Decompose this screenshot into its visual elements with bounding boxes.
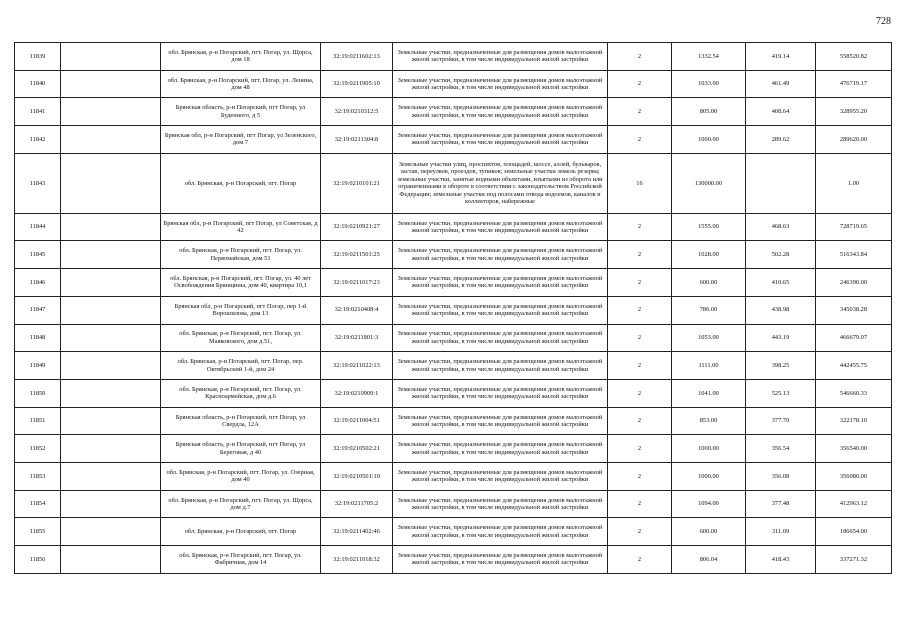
category-code-cell: 2 [608, 352, 672, 380]
table-row [15, 435, 892, 463]
cadastral-number-cell: 32:19:0211602:13 [321, 43, 393, 71]
cadastral-number-cell: 32:19:0211705:2 [321, 490, 393, 518]
cadastral-number-cell: 32:19:0211004:51 [321, 407, 393, 435]
cadastral-number-cell: 32:19:0211017:23 [321, 269, 393, 297]
cadastral-value-cell: 322178.10 [816, 407, 892, 435]
address-cell: обл. Брянская, р-н Погарский, пгт. Погар, пер. Октябрьский 1-й, дом 24 [161, 352, 321, 380]
address-cell: обл. Брянская, р-н Погарский, пгт. Погар, ул. Щорса, дом д.7 [161, 490, 321, 518]
empty-cell [61, 241, 161, 269]
specific-value-cell: 356.54 [746, 435, 816, 463]
address-cell: Брянская область, р-н Погарский, пгт Погар, ул Свердла, 12А [161, 407, 321, 435]
category-code-cell: 2 [608, 546, 672, 574]
category-code-cell: 2 [608, 407, 672, 435]
specific-value-cell: 461.49 [746, 70, 816, 98]
table-row [15, 407, 892, 435]
category-code-cell: 2 [608, 379, 672, 407]
cadastral-number-cell: 32:19:0211402:46 [321, 518, 393, 546]
table-row [15, 462, 892, 490]
row-number-cell: 11847 [15, 296, 61, 324]
area-cell: 1041.00 [672, 379, 746, 407]
row-number-cell: 11840 [15, 70, 61, 98]
specific-value-cell [746, 153, 816, 213]
area-cell: 1332.54 [672, 43, 746, 71]
row-number-cell: 11856 [15, 546, 61, 574]
address-cell: обл. Брянская, р-н Погарский, пгт. Погар [161, 518, 321, 546]
cadastral-value-cell: 356540.00 [816, 435, 892, 463]
specific-value-cell: 408.64 [746, 98, 816, 126]
specific-value-cell: 418.43 [746, 546, 816, 574]
empty-cell [61, 126, 161, 154]
land-use-cell: Земельные участки, предназначенные для размещения домов малоэтажной жилой застройки, в том числе индивидуальной жилой застройки [393, 379, 608, 407]
area-cell: 1053.00 [672, 324, 746, 352]
address-cell: обл. Брянская, р-н Погарский, пгт. Погар, ул. Маяковского, дом д.51, [161, 324, 321, 352]
area-cell: 805.00 [672, 98, 746, 126]
specific-value-cell: 377.48 [746, 490, 816, 518]
land-use-cell: Земельные участки, предназначенные для размещения домов малоэтажной жилой застройки, в том числе индивидуальной жилой застройки [393, 435, 608, 463]
row-number-cell: 11841 [15, 98, 61, 126]
category-code-cell: 2 [608, 296, 672, 324]
table-row [15, 241, 892, 269]
category-code-cell: 2 [608, 518, 672, 546]
page-number: 728 [876, 16, 891, 27]
area-cell: 600.00 [672, 269, 746, 297]
cadastral-number-cell: 32:19:0210502:21 [321, 435, 393, 463]
land-registry-table [14, 42, 892, 574]
specific-value-cell: 419.14 [746, 43, 816, 71]
cadastral-value-cell: 412963.12 [816, 490, 892, 518]
category-code-cell: 2 [608, 70, 672, 98]
specific-value-cell: 289.62 [746, 126, 816, 154]
table-row [15, 324, 892, 352]
cadastral-number-cell: 32:19:0210501:10 [321, 462, 393, 490]
address-cell: обл. Брянская, р-н Погарский, пгт. Погар, ул. Фабричная, дом 14 [161, 546, 321, 574]
specific-value-cell: 356.08 [746, 462, 816, 490]
table-row [15, 352, 892, 380]
specific-value-cell: 443.19 [746, 324, 816, 352]
row-number-cell: 11849 [15, 352, 61, 380]
land-use-cell: Земельные участки, предназначенные для размещения домов малоэтажной жилой застройки, в том числе индивидуальной жилой застройки [393, 490, 608, 518]
empty-cell [61, 490, 161, 518]
specific-value-cell: 311.09 [746, 518, 816, 546]
empty-cell [61, 546, 161, 574]
cadastral-number-cell: 32:19:0211022:13 [321, 352, 393, 380]
cadastral-value-cell: 246390.00 [816, 269, 892, 297]
land-use-cell: Земельные участки, предназначенные для размещения домов малоэтажной жилой застройки, в том числе индивидуальной жилой застройки [393, 324, 608, 352]
empty-cell [61, 296, 161, 324]
category-code-cell: 2 [608, 324, 672, 352]
category-code-cell: 2 [608, 43, 672, 71]
specific-value-cell: 468.63 [746, 213, 816, 241]
cadastral-value-cell: 337271.32 [816, 546, 892, 574]
area-cell: 806.04 [672, 546, 746, 574]
empty-cell [61, 518, 161, 546]
cadastral-value-cell: 356080.00 [816, 462, 892, 490]
area-cell: 853.00 [672, 407, 746, 435]
area-cell: 1033.00 [672, 70, 746, 98]
cadastral-value-cell: 442455.75 [816, 352, 892, 380]
row-number-cell: 11853 [15, 462, 61, 490]
area-cell: 1111.00 [672, 352, 746, 380]
table-row [15, 518, 892, 546]
empty-cell [61, 379, 161, 407]
cadastral-value-cell: 476719.17 [816, 70, 892, 98]
category-code-cell: 2 [608, 213, 672, 241]
cadastral-number-cell: 32:19:0210101:21 [321, 153, 393, 213]
cadastral-number-cell: 32:19:0210312:5 [321, 98, 393, 126]
empty-cell [61, 98, 161, 126]
table-row [15, 490, 892, 518]
land-use-cell: Земельные участки, предназначенные для размещения домов малоэтажной жилой застройки, в том числе индивидуальной жилой застройки [393, 518, 608, 546]
specific-value-cell: 398.25 [746, 352, 816, 380]
empty-cell [61, 407, 161, 435]
cadastral-value-cell: 546660.33 [816, 379, 892, 407]
row-number-cell: 11854 [15, 490, 61, 518]
cadastral-value-cell: 728719.65 [816, 213, 892, 241]
table-row [15, 43, 892, 71]
area-cell: 786.00 [672, 296, 746, 324]
land-use-cell: Земельные участки, предназначенные для размещения домов малоэтажной жилой застройки, в том числе индивидуальной жилой застройки [393, 213, 608, 241]
address-cell: обл. Брянская, р-н Погарский, пгт. Погар, ул. 40 лет Освобождения Брянщины, дом 40, квартира 10,1 [161, 269, 321, 297]
address-cell: обл. Брянская, р-н Погарский, пгт. Погар, ул. Щорса, дом 18 [161, 43, 321, 71]
row-number-cell: 11839 [15, 43, 61, 71]
cadastral-number-cell: 32:19:0210921:27 [321, 213, 393, 241]
area-cell: 600.00 [672, 518, 746, 546]
category-code-cell: 2 [608, 241, 672, 269]
row-number-cell: 11845 [15, 241, 61, 269]
table-row [15, 70, 892, 98]
land-use-cell: Земельные участки, предназначенные для размещения домов малоэтажной жилой застройки, в том числе индивидуальной жилой застройки [393, 269, 608, 297]
empty-cell [61, 269, 161, 297]
address-cell: обл. Брянская, р-н Погарский, пгт. Погар [161, 153, 321, 213]
cadastral-number-cell: 32:19:0211801:3 [321, 324, 393, 352]
land-use-cell: Земельные участки, предназначенные для размещения домов малоэтажной жилой застройки, в том числе индивидуальной жилой застройки [393, 70, 608, 98]
row-number-cell: 11852 [15, 435, 61, 463]
table-row [15, 546, 892, 574]
area-cell: 1000.00 [672, 126, 746, 154]
empty-cell [61, 153, 161, 213]
area-cell: 1555.00 [672, 213, 746, 241]
empty-cell [61, 43, 161, 71]
specific-value-cell: 410.65 [746, 269, 816, 297]
land-use-cell: Земельные участки, предназначенные для размещения домов малоэтажной жилой застройки, в том числе индивидуальной жилой застройки [393, 241, 608, 269]
specific-value-cell: 438.98 [746, 296, 816, 324]
category-code-cell: 2 [608, 269, 672, 297]
empty-cell [61, 462, 161, 490]
cadastral-number-cell: 32:19:0211018:32 [321, 546, 393, 574]
category-code-cell: 2 [608, 435, 672, 463]
empty-cell [61, 352, 161, 380]
land-use-cell: Земельные участки, предназначенные для размещения домов малоэтажной жилой застройки, в том числе индивидуальной жилой застройки [393, 352, 608, 380]
cadastral-value-cell: 289620.00 [816, 126, 892, 154]
table-row [15, 269, 892, 297]
category-code-cell: 2 [608, 126, 672, 154]
land-use-cell: Земельные участки, предназначенные для размещения домов малоэтажной жилой застройки, в том числе индивидуальной жилой застройки [393, 296, 608, 324]
row-number-cell: 11844 [15, 213, 61, 241]
row-number-cell: 11846 [15, 269, 61, 297]
table-row [15, 379, 892, 407]
land-use-cell: Земельные участки, предназначенные для размещения домов малоэтажной жилой застройки, в том числе индивидуальной жилой застройки [393, 126, 608, 154]
specific-value-cell: 502.28 [746, 241, 816, 269]
land-use-cell: Земельные участки, предназначенные для размещения домов малоэтажной жилой застройки, в том числе индивидуальной жилой застройки [393, 98, 608, 126]
cadastral-value-cell: 328955.20 [816, 98, 892, 126]
table-row [15, 213, 892, 241]
cadastral-value-cell: 516343.84 [816, 241, 892, 269]
land-use-cell: Земельные участки, предназначенные для размещения домов малоэтажной жилой застройки, в том числе индивидуальной жилой застройки [393, 43, 608, 71]
row-number-cell: 11842 [15, 126, 61, 154]
address-cell: Брянская область, р-н Погарский, пгт Погар, ул Береговая, д 40 [161, 435, 321, 463]
cadastral-value-cell: 1.00 [816, 153, 892, 213]
address-cell: обл. Брянская, р-н Погарский, пгт. Погар, ул. Ленина, дом 48 [161, 70, 321, 98]
address-cell: обл. Брянская, р-н Погарский, пгт. Погар, ул. Озерная, дом 40 [161, 462, 321, 490]
land-use-cell: Земельные участки улиц, проспектов, площадей, шоссе, аллей, бульваров, застав, переулков, проездов, тупиков; земельные участки земель резерва; земельные участки, занятые водными объектами, изъятыми из оборота или ограниченными в обороте в соответствии с законодательством Российской Федерации; земельные участки под полосами отвода водоемов, каналов и коллекторов, набережные [393, 153, 608, 213]
row-number-cell: 11848 [15, 324, 61, 352]
table-row [15, 296, 892, 324]
address-cell: обл. Брянская, р-н Погарский, пгт. Погар, ул. Красноармейская, дом д.6 [161, 379, 321, 407]
empty-cell [61, 70, 161, 98]
cadastral-value-cell: 558520.82 [816, 43, 892, 71]
cadastral-number-cell: 32:19:0210909:1 [321, 379, 393, 407]
area-cell: 1094.00 [672, 490, 746, 518]
empty-cell [61, 324, 161, 352]
area-cell: 1000.00 [672, 435, 746, 463]
table-row [15, 98, 892, 126]
cadastral-number-cell: 32:19:0211304:8 [321, 126, 393, 154]
cadastral-number-cell: 32:19:0211501:25 [321, 241, 393, 269]
row-number-cell: 11843 [15, 153, 61, 213]
address-cell: Брянская обл, р-н Погарский, пгт Погар, ул Советская, д 42 [161, 213, 321, 241]
category-code-cell: 16 [608, 153, 672, 213]
cadastral-number-cell: 32:19:0211905:10 [321, 70, 393, 98]
cadastral-value-cell: 345038.28 [816, 296, 892, 324]
row-number-cell: 11855 [15, 518, 61, 546]
category-code-cell: 2 [608, 490, 672, 518]
address-cell: Брянская обл, р-н Погарский, пгт Погар, пер 1-й Ворошилова, дом 13 [161, 296, 321, 324]
cadastral-number-cell: 32:19:0210408:4 [321, 296, 393, 324]
cadastral-value-cell: 186654.00 [816, 518, 892, 546]
empty-cell [61, 435, 161, 463]
specific-value-cell: 525.13 [746, 379, 816, 407]
row-number-cell: 11850 [15, 379, 61, 407]
table-row [15, 126, 892, 154]
category-code-cell: 2 [608, 462, 672, 490]
area-cell: 1028.00 [672, 241, 746, 269]
empty-cell [61, 213, 161, 241]
land-use-cell: Земельные участки, предназначенные для размещения домов малоэтажной жилой застройки, в том числе индивидуальной жилой застройки [393, 546, 608, 574]
category-code-cell: 2 [608, 98, 672, 126]
cadastral-value-cell: 466679.07 [816, 324, 892, 352]
specific-value-cell: 377.70 [746, 407, 816, 435]
address-cell: Брянская область, р-н Погарский, пгт Погар, ул Буденного, д 5 [161, 98, 321, 126]
table-row [15, 153, 892, 213]
area-cell: 1000.00 [672, 462, 746, 490]
row-number-cell: 11851 [15, 407, 61, 435]
address-cell: Брянская обл, р-н Погарский, пгт Погар, ул Зеленского, дом 7 [161, 126, 321, 154]
table-body [15, 43, 892, 574]
area-cell: 130000.00 [672, 153, 746, 213]
land-use-cell: Земельные участки, предназначенные для размещения домов малоэтажной жилой застройки, в том числе индивидуальной жилой застройки [393, 407, 608, 435]
land-use-cell: Земельные участки, предназначенные для размещения домов малоэтажной жилой застройки, в том числе индивидуальной жилой застройки [393, 462, 608, 490]
address-cell: обл. Брянская, р-н Погарский, пгт. Погар, ул. Первомайская, дом 51 [161, 241, 321, 269]
